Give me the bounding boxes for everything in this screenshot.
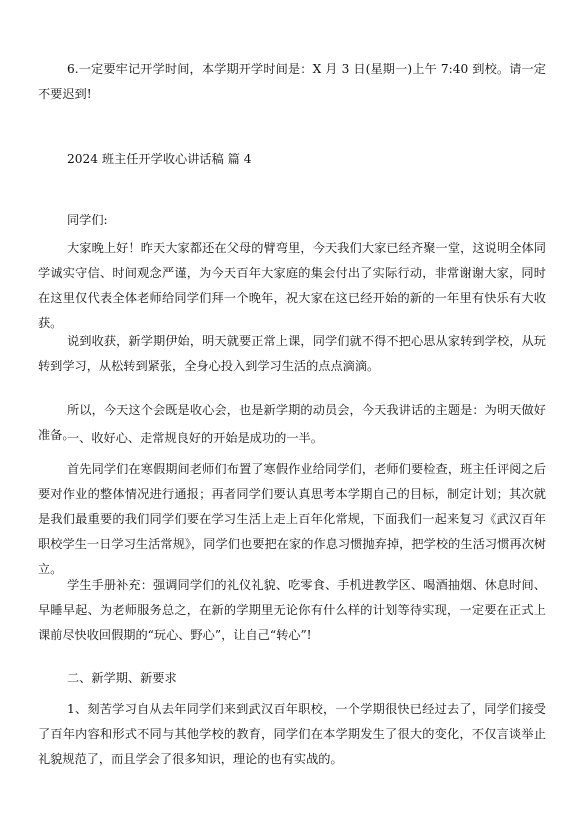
paragraph-item-6: 6.一定要牢记开学时间，本学期开学时间是：X 月 3 日(星期一)上午 7:40 到校。请一定不要迟到! <box>38 62 546 101</box>
paragraph-handbook: 学生手册补充：强调同学们的礼仪礼貌、吃零食、手机进教学区、喝酒抽烟、休息时间、早睡早起、为老师服务总之，在新的学期里无论你有什么样的计划等待实现，一定要在正式上课前尽快收回假期的“玩心、野心”，让自己“转心”! <box>38 578 546 642</box>
paragraph-theme: 所以，今天这个会既是收心会，也是新学期的动员会，今天我讲话的主题是：为明天做好准备。 <box>38 403 546 442</box>
paragraph-study: 1、刻苦学习自从去年同学们来到武汉百年职校，一个学期很快已经过去了，同学们接受了百年内容和形式不同与其他学校的教育，同学们在本学期发生了很大的变化，不仅言谈举止礼貌规范了，而且学会了很多知识，理论的也有实战的。 <box>38 702 546 766</box>
section-heading-2: 二、新学期、新要求 <box>67 671 177 685</box>
salutation: 同学们: <box>67 213 108 227</box>
paragraph-homework: 首先同学们在寒假期间老师们布置了寒假作业给同学们，老师们要检查，班主任评阅之后要对作业的整体情况进行通报；再者同学们要认真思考本学期自己的目标，制定计划；其次就是我们最重要的我们同学们要在学习生活上走上百年化常规，下面我们一起来复习《武汉百年职校学生一日学习生活常规》，同学们也要把在家的作息习惯抛弃掉，把学校的生活习惯再次树立。 <box>38 462 546 576</box>
paragraph-greeting: 大家晚上好！昨天大家都还在父母的臂弯里，今天我们大家已经齐聚一堂，这说明全体同学诚实守信、时间观念严谨，为今天百年大家庭的集会付出了实际行动，非常谢谢大家，同时在这里仅代表全体老师给同学们拜一个晚年，祝大家在这已经开始的新的一年里有快乐有大收获。 <box>38 241 546 330</box>
paragraph-harvest: 说到收获，新学期伊始，明天就要正常上课，同学们就不得不把心思从家转到学校，从玩转到学习，从松转到紧张，全身心投入到学习生活的点点滴滴。 <box>38 334 546 373</box>
document-title: 2024 班主任开学收心讲话稿 篇 4 <box>67 152 252 166</box>
section-heading-1: 一、收好心、走常规良好的开始是成功的一半。 <box>67 431 323 445</box>
